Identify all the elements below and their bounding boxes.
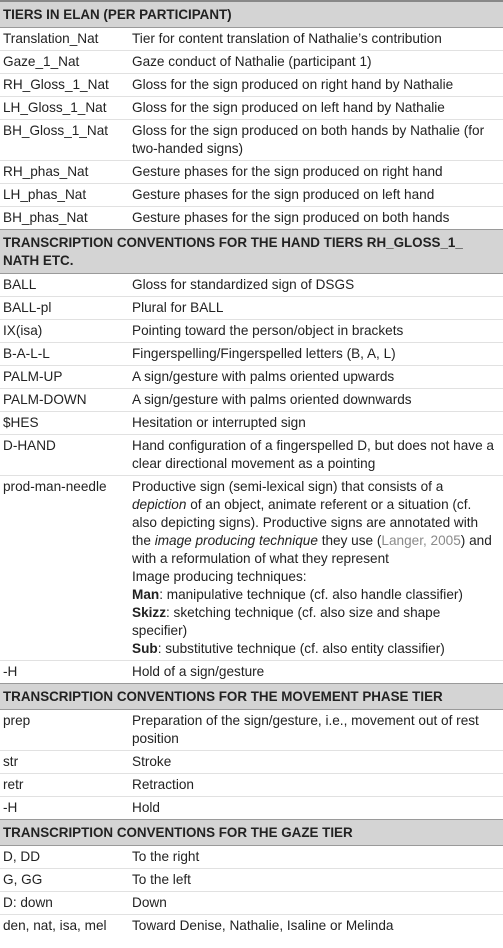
row-value: Gesture phases for the sign produced on left hand (132, 187, 435, 202)
row-key: PALM-DOWN (3, 392, 87, 407)
row-value: Gloss for the sign produced on right hand by Nathalie (132, 77, 454, 92)
table-row (0, 710, 503, 751)
row-value: Plural for BALL (132, 300, 224, 315)
row-value: Gesture phases for the sign produced on right hand (132, 164, 443, 179)
row-key: $HES (3, 415, 39, 430)
row-key: LH_phas_Nat (3, 187, 87, 202)
table-row (0, 797, 503, 819)
row-key: str (3, 754, 19, 769)
table-row (0, 389, 503, 412)
row-key: -H (3, 800, 18, 815)
table-row (0, 97, 503, 120)
text-run: ) and with a reformulation of what they represent (132, 533, 492, 566)
row-key: D, DD (3, 849, 41, 864)
row-value: Hand configuration of a fingerspelled D, but does not have a clear directional movement as a pointing (132, 438, 494, 471)
row-key: RH_phas_Nat (3, 164, 89, 179)
row-key: Translation_Nat (3, 31, 99, 46)
row-key: BH_Gloss_1_Nat (3, 123, 109, 138)
table-row (0, 751, 503, 774)
row-key: -H (3, 664, 18, 679)
row-key: LH_Gloss_1_Nat (3, 100, 107, 115)
row-key: G, GG (3, 872, 43, 887)
row-value: A sign/gesture with palms oriented downwards (132, 392, 412, 407)
techniques-label: Image producing techniques: (132, 569, 307, 584)
technique-desc: : substitutive technique (cf. also entity classifier) (157, 641, 445, 656)
table-row (0, 366, 503, 389)
table-row (0, 869, 503, 892)
text-run: Productive sign (semi-lexical sign) that consists of a (132, 479, 444, 494)
row-value: Gloss for standardized sign of DSGS (132, 277, 355, 292)
table-row (0, 28, 503, 51)
row-key: D-HAND (3, 438, 56, 453)
row-key: BH_phas_Nat (3, 210, 88, 225)
section-header-gaze-tier: TRANSCRIPTION CONVENTIONS FOR THE GAZE TIER (0, 819, 503, 846)
table-row (0, 435, 503, 476)
table-row (0, 184, 503, 207)
emphasis-text: image producing technique (154, 533, 318, 548)
table-row (0, 343, 503, 366)
table-row (0, 274, 503, 297)
row-key: prep (3, 713, 31, 728)
table-row (0, 74, 503, 97)
row-value: To the right (132, 849, 200, 864)
technique-desc: : sketching technique (cf. also size and shape specifier) (132, 605, 441, 638)
row-key: den, nat, isa, mel (3, 918, 107, 933)
row-key: Gaze_1_Nat (3, 54, 80, 69)
table-row-productive-sign (0, 476, 503, 661)
row-value: Hold of a sign/gesture (132, 664, 265, 679)
row-value: Gaze conduct of Nathalie (participant 1) (132, 54, 372, 69)
row-value: Down (132, 895, 167, 910)
row-key: RH_Gloss_1_Nat (3, 77, 109, 92)
text-run: of an object, animate referent or a situation (cf. also depicting signs). Productive signs are annotated with the (132, 497, 479, 548)
row-key: BALL-pl (3, 300, 52, 315)
citation-link[interactable]: Langer, 2005 (381, 533, 461, 548)
technique-desc: : manipulative technique (cf. also handle classifier) (159, 587, 463, 602)
table-row (0, 51, 503, 74)
technique-name: Skizz (132, 605, 166, 620)
section-header-movement-phase: TRANSCRIPTION CONVENTIONS FOR THE MOVEMENT PHASE TIER (0, 683, 503, 710)
table-row (0, 161, 503, 184)
row-value: Gesture phases for the sign produced on both hands (132, 210, 450, 225)
table-row (0, 661, 503, 683)
row-value: Hold (132, 800, 160, 815)
row-value: Toward Denise, Nathalie, Isaline or Melinda (132, 918, 394, 933)
table-row (0, 846, 503, 869)
row-value: Gloss for the sign produced on both hands by Nathalie (for two-handed signs) (132, 123, 485, 156)
table-row (0, 320, 503, 343)
technique-name: Man (132, 587, 160, 602)
row-key: prod-man-needle (3, 479, 107, 494)
row-value: A sign/gesture with palms oriented upwards (132, 369, 395, 384)
row-value: Pointing toward the person/object in brackets (132, 323, 404, 338)
row-key: IX(isa) (3, 323, 43, 338)
row-key: BALL (3, 277, 37, 292)
section-header-hand-tiers: TRANSCRIPTION CONVENTIONS FOR THE HAND TIERS RH_GLOSS_1_ NATH ETC. (0, 229, 503, 274)
row-key: PALM-UP (3, 369, 63, 384)
row-value: Gloss for the sign produced on left hand by Nathalie (132, 100, 445, 115)
row-value: Preparation of the sign/gesture, i.e., movement out of rest position (132, 713, 479, 746)
section-header-tiers: TIERS IN ELAN (PER PARTICIPANT) (0, 0, 503, 28)
row-value: Fingerspelling/Fingerspelled letters (B, A, L) (132, 346, 396, 361)
table-row (0, 297, 503, 320)
row-value (132, 478, 497, 658)
emphasis-text: depiction (132, 497, 187, 512)
table-row (0, 120, 503, 161)
table-row (0, 412, 503, 435)
row-key: retr (3, 777, 24, 792)
row-value: Stroke (132, 754, 172, 769)
row-key: D: down (3, 895, 53, 910)
row-key: B-A-L-L (3, 346, 50, 361)
row-value: To the left (132, 872, 191, 887)
text-run: they use ( (317, 533, 382, 548)
table-row (0, 207, 503, 229)
row-value: Retraction (132, 777, 194, 792)
table-row (0, 774, 503, 797)
technique-name: Sub (132, 641, 158, 656)
table-row (0, 892, 503, 915)
row-value: Hesitation or interrupted sign (132, 415, 306, 430)
table-row (0, 915, 503, 937)
row-value: Tier for content translation of Nathalie’s contribution (132, 31, 442, 46)
